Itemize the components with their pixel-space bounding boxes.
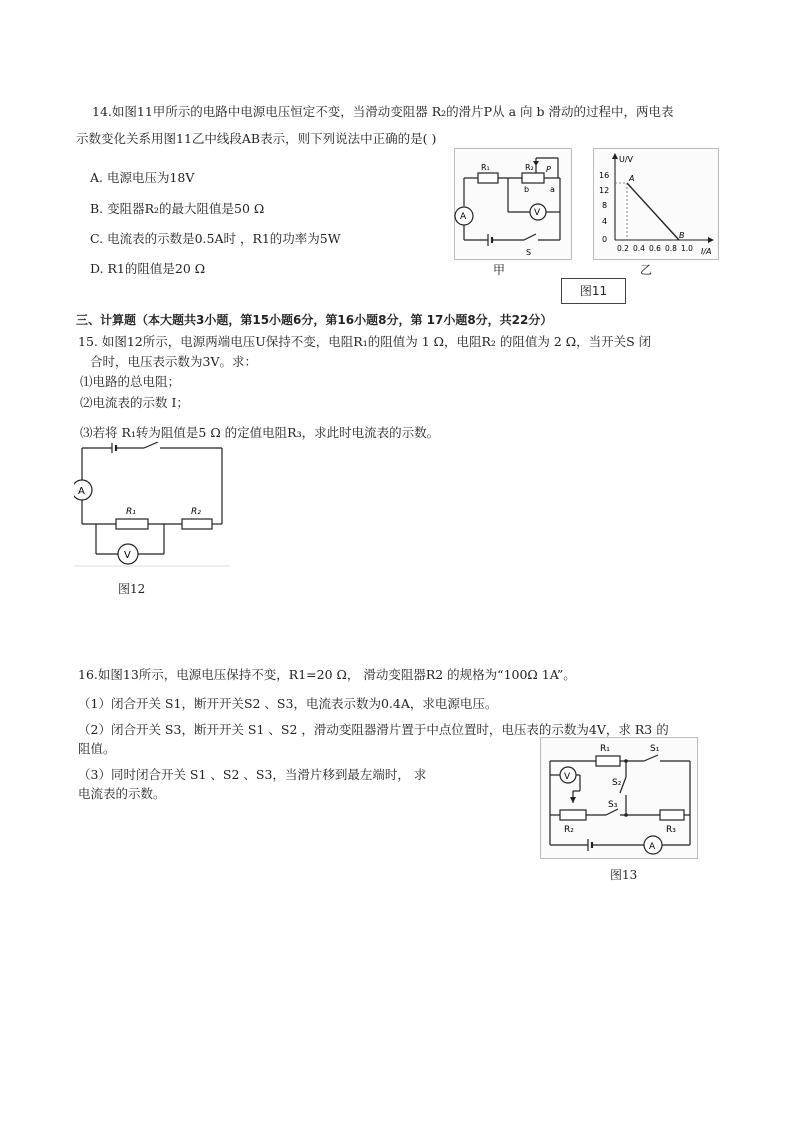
jia-s-label: S	[526, 248, 532, 257]
q14-option-c: C. 电流表的示数是0.5A时 ，R1的功率为5W	[90, 231, 341, 246]
figure-12-circuit	[74, 442, 230, 568]
fig13-r3-label: R₃	[666, 825, 676, 835]
q15-part3: ⑶若将 R₁转为阻值是5 Ω 的定值电阻R₃，求此时电流表的示数。	[80, 425, 440, 440]
voltmeter-icon: V	[534, 208, 541, 218]
yi-xtick-08: 0.8	[665, 244, 677, 253]
fig11-label: 图11	[579, 284, 608, 298]
yi-xlabel: I/A	[701, 247, 712, 256]
q14-line1: 14.如图11甲所示的电路中电源电压恒定不变，当滑动变阻器 R₂的滑片P从 a 向 b 滑动的过程中，两电表	[92, 104, 674, 119]
q14-line2: 示数变化关系用图11乙中线段AB表示，则下列说法中正确的是( )	[76, 131, 437, 146]
fig13-ammeter-icon: A	[649, 842, 656, 852]
yi-ytick-8: 8	[602, 201, 608, 210]
section-3-heading: 三、计算题（本大题共3小题，第15小题6分，第16小题8分，第 17小题8分，共22分）	[76, 313, 553, 327]
jia-r2-label: R₂	[525, 163, 534, 172]
jia-p-label: P	[546, 165, 551, 174]
q16-part3-cont: 电流表的示数。	[78, 786, 166, 801]
fig11-yi-caption: 乙	[640, 263, 653, 277]
yi-xtick-04: 0.4	[633, 244, 645, 253]
yi-ytick-4: 4	[602, 217, 608, 226]
figure-11-jia-circuit	[454, 148, 572, 260]
q14-option-b: B. 变阻器R₂的最大阻值是50 Ω	[90, 201, 265, 216]
fig13-label: 图13	[610, 868, 638, 882]
fig12-voltmeter-icon: V	[124, 550, 131, 561]
jia-r1-label: R₁	[481, 163, 490, 172]
q14-option-a: A. 电源电压为18V	[90, 170, 195, 185]
q16-line1: 16.如图13所示，电源电压保持不变，R1=20 Ω， 滑动变阻器R2 的规格为“100Ω 1A”。	[78, 667, 576, 682]
ammeter-icon: A	[460, 212, 467, 222]
yi-ytick-0: 0	[602, 235, 608, 244]
fig13-r1-label: R₁	[600, 744, 610, 754]
q14-option-d: D. R1的阻值是20 Ω	[90, 261, 206, 276]
figure-13-circuit	[540, 737, 698, 859]
yi-ytick-12: 12	[599, 186, 610, 195]
q15-line1: 15. 如图12所示，电源两端电压U保持不变，电阻R₁的阻值为 1 Ω，电阻R₂ 的阻值为 2 Ω，当开关S 闭	[78, 334, 652, 349]
yi-ylabel: U/V	[619, 155, 634, 164]
fig12-r2-label: R₂	[191, 507, 201, 517]
q16-part2-cont: 阻值。	[78, 741, 116, 756]
yi-point-b: B	[679, 231, 685, 240]
fig12-ammeter-icon: A	[78, 486, 85, 497]
fig12-r1-label: R₁	[126, 507, 136, 517]
fig13-s3-label: S₃	[608, 800, 618, 810]
q16-part1: （1）闭合开关 S1，断开开关S2 、S3，电流表示数为0.4A，求电源电压。	[78, 696, 498, 711]
yi-ytick-16: 16	[599, 171, 610, 180]
fig13-voltmeter-icon: V	[564, 772, 571, 782]
yi-xtick-02: 0.2	[617, 244, 629, 253]
yi-xtick-06: 0.6	[649, 244, 661, 253]
jia-b-label: b	[524, 185, 530, 194]
q15-line2: 合时，电压表示数为3V。求：	[90, 354, 257, 369]
q15-part2: ⑵电流表的示数 I；	[80, 395, 189, 410]
yi-point-a: A	[629, 174, 635, 183]
fig13-r2-label: R₂	[564, 825, 574, 835]
q16-part2: （2）闭合开关 S3，断开开关 S1 、S2 ，滑动变阻器滑片置于中点位置时，电压表的示数为4V，求 R3 的	[78, 722, 669, 737]
yi-xtick-10: 1.0	[681, 244, 693, 253]
fig11-label-box	[561, 278, 626, 304]
fig13-s2-label: S₂	[612, 778, 622, 788]
fig11-jia-caption: 甲	[493, 263, 506, 277]
fig12-label: 图12	[118, 582, 146, 596]
q16-part3: （3）同时闭合开关 S1 、S2 、S3，当滑片移到最左端时， 求	[78, 767, 427, 782]
figure-11-yi-graph	[593, 148, 719, 260]
jia-a-label: a	[550, 185, 555, 194]
q15-part1: ⑴电路的总电阻；	[80, 374, 181, 389]
fig13-s1-label: S₁	[650, 744, 660, 754]
